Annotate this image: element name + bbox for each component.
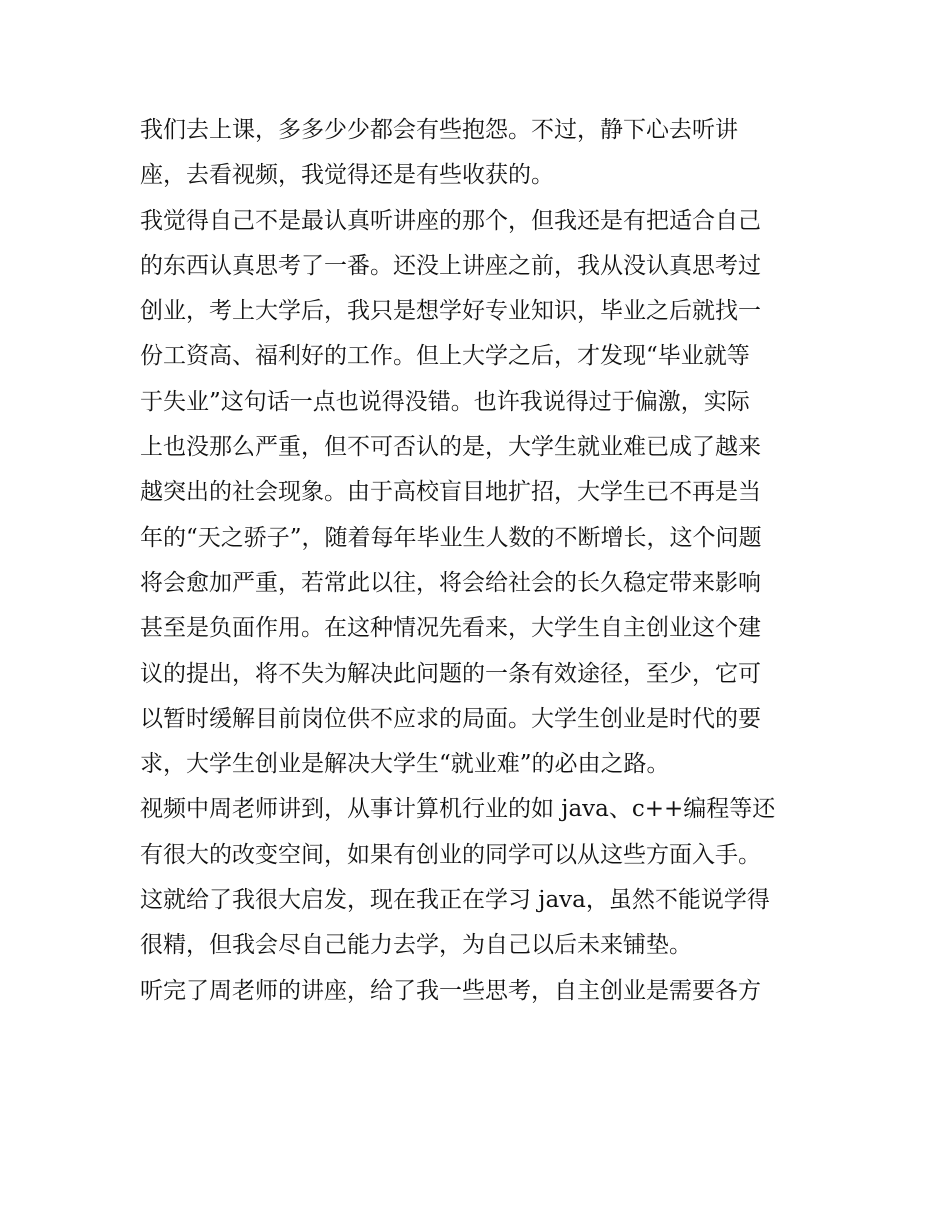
text-line: 上也没那么严重，但不可否认的是，大学生就业难已成了越来 [140, 434, 761, 461]
text-line: 我觉得自己不是最认真听讲座的那个，但我还是有把适合自己 [140, 207, 761, 234]
document-body [140, 108, 820, 1014]
text-line: 有很大的改变空间，如果有创业的同学可以从这些方面入手。 [140, 841, 761, 868]
text-line: 这就给了我很大启发，现在我正在学习 java，虽然不能说学得 [140, 887, 770, 914]
text-line: 的东西认真思考了一番。还没上讲座之前，我从没认真思考过 [140, 252, 761, 279]
text-line: 很精，但我会尽自己能力去学，为自己以后未来铺垫。 [140, 932, 692, 959]
text-line: 议的提出，将不失为解决此问题的一条有效途径，至少，它可 [140, 660, 761, 687]
text-line: 于失业”这句话一点也说得没错。也许我说得过于偏激，实际 [140, 388, 750, 415]
text-line: 将会愈加严重，若常此以往，将会给社会的长久稳定带来影响 [140, 569, 761, 596]
text-line: 听完了周老师的讲座，给了我一些思考，自主创业是需要各方 [140, 977, 761, 1004]
text-line: 求，大学生创业是解决大学生“就业难”的必由之路。 [140, 751, 670, 778]
text-line: 以暂时缓解目前岗位供不应求的局面。大学生创业是时代的要 [140, 705, 761, 732]
text-line: 创业，考上大学后，我只是想学好专业知识，毕业之后就找一 [140, 298, 761, 325]
text-line: 越突出的社会现象。由于高校盲目地扩招，大学生已不再是当 [140, 479, 761, 506]
text-line: 座，去看视频，我觉得还是有些收获的。 [140, 162, 554, 189]
text-line: 份工资高、福利好的工作。但上大学之后，才发现“毕业就等 [140, 343, 750, 370]
text-line: 甚至是负面作用。在这种情况先看来，大学生自主创业这个建 [140, 615, 761, 642]
text-line: 视频中周老师讲到，从事计算机行业的如 java、c++编程等还 [140, 796, 776, 823]
text-line: 年的“天之骄子”，随着每年毕业生人数的不断增长，这个问题 [140, 524, 762, 551]
text-line: 我们去上课，多多少少都会有些抱怨。不过，静下心去听讲 [140, 117, 738, 143]
